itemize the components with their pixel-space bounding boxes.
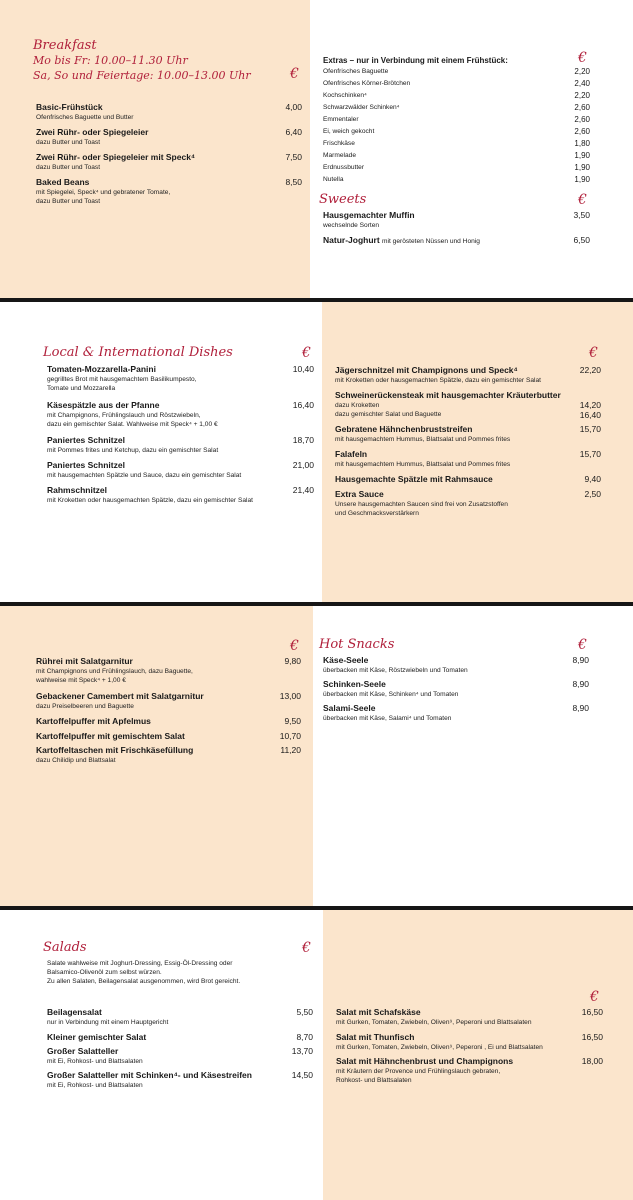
extras-item-price: 2,20 [574, 91, 590, 100]
local-dishes-title: Local & International Dishes [43, 345, 233, 360]
breakfast-hours-weekend: Sa, So und Feiertage: 10.00–13.00 Uhr [33, 69, 251, 82]
breakfast-currency-symbol: € [290, 66, 299, 82]
extras-item-price: 1,90 [574, 163, 590, 172]
menu-item-price: 10,70 [279, 731, 301, 741]
extras-item: Ei, weich gekocht [323, 128, 375, 135]
salads-title: Salads [43, 940, 87, 955]
salads-intro: Salate wahlweise mit Joghurt-Dressing, Essig-Öl-Dressing oder Balsamico-Olivenöl zum selbst würzen. Zu allen Salaten, Beilagensalat ausgenommen, wird Brot gereicht. [47, 960, 241, 985]
mains-currency-symbol: € [290, 638, 299, 654]
extras-item: Kochschinken⁴ [323, 92, 367, 99]
menu-item-price: 16,50 [581, 1032, 603, 1042]
menu-item: Käsespätzle aus der Pfanne mit Champignons, Frühlingslauch und Röstzwiebeln, dazu ein gemischter Salat. Wahlweise mit Speck⁴ + 1,00 € [47, 400, 218, 428]
menu-item: Rahmschnitzel mit Kroketten oder hausgemachten Spätzle, dazu ein gemischter Salat [47, 485, 253, 504]
menu-item: Baked Beans mit Spiegelei, Speck⁴ und gebratener Tomate, dazu Butter und Toast [36, 177, 171, 205]
local-right-currency-symbol: € [589, 345, 598, 361]
sweets-title: Sweets [319, 192, 367, 207]
extras-title: Extras – nur in Verbindung mit einem Frühstück: [323, 56, 508, 65]
extras-item: Marmelade [323, 152, 356, 159]
breakfast-title: Breakfast [33, 38, 97, 53]
menu-item: Hausgemachter Muffin wechselnde Sorten [323, 210, 415, 229]
menu-item: Rührei mit Salatgarnitur mit Champignons und Frühlingslauch, dazu Baguette, wahlweise mit Speck⁴ + 1,00 € [36, 656, 193, 684]
breakfast-hours-weekday: Mo bis Fr: 10.00–11.30 Uhr [33, 54, 188, 67]
extras-item: Emmentaler [323, 116, 359, 123]
menu-page-hot-snacks [0, 606, 633, 906]
menu-item-price: 22,20 [579, 365, 601, 375]
sweets-currency-symbol: € [578, 192, 587, 208]
salads-right-currency-symbol: € [590, 989, 599, 1005]
extras-item-price: 1,90 [574, 175, 590, 184]
local-currency-symbol: € [302, 345, 311, 361]
menu-page-local-dishes [0, 302, 633, 602]
extras-currency-symbol: € [578, 50, 587, 66]
extras-item: Ofenfrisches Körner-Brötchen [323, 80, 411, 87]
menu-item: Tomaten-Mozzarella-Panini gegrilltes Brot mit hausgemachtem Basilikumpesto, Tomate und Mozzarella [47, 364, 197, 392]
menu-page-breakfast [0, 0, 633, 298]
menu-item-price: 9,80 [284, 656, 301, 666]
menu-item: Paniertes Schnitzel mit Pommes frites und Ketchup, dazu ein gemischter Salat [47, 435, 219, 454]
menu-item-price: 13,00 [279, 691, 301, 701]
menu-item-price: 2,50 [584, 489, 601, 499]
menu-item-price: 13,70 [291, 1046, 313, 1056]
menu-item: Schinken-Seele überbacken mit Käse, Schinken⁴ und Tomaten [323, 679, 459, 698]
menu-item: Großer Salatteller mit Schinken⁴- und Käsestreifen mit Ei, Rohkost- und Blattsalaten [47, 1070, 252, 1089]
local-dishes-panel [0, 302, 322, 602]
menu-item-price: 16,50 [581, 1007, 603, 1017]
menu-item-price: 6,40 [285, 127, 302, 137]
menu-item: Zwei Rühr- oder Spiegeleier mit Speck⁴ dazu Butter und Toast [36, 152, 196, 171]
menu-item: Salat mit Hähnchenbrust und Champignons mit Kräutern der Provence und Frühlingslauch gebraten, Rohkost- und Blattsalaten [336, 1056, 514, 1084]
menu-item: Kartoffelpuffer mit gemischtem Salat [36, 731, 185, 741]
extras-item-price: 2,60 [574, 103, 590, 112]
menu-item-price: 16,40 [579, 410, 601, 420]
menu-item: Gebackener Camembert mit Salatgarnitur dazu Preiselbeeren und Baguette [36, 691, 204, 710]
menu-item: Natur-Joghurt mit gerösteten Nüssen und Honig [323, 235, 480, 245]
breakfast-panel [0, 0, 310, 298]
menu-item-price: 16,40 [292, 400, 314, 410]
salads-right-panel [323, 910, 633, 1200]
extras-panel [310, 0, 633, 298]
menu-item-price: 14,20 [579, 400, 601, 410]
menu-item: Beilagensalat nur in Verbindung mit einem Hauptgericht [47, 1007, 169, 1026]
local-dishes-right-panel [322, 302, 633, 602]
menu-item: Schweinerückensteak mit hausgemachter Kräuterbutter dazu Kroketten dazu gemischter Salat und Baguette [335, 390, 561, 418]
menu-item-price: 6,50 [573, 235, 590, 245]
menu-page-salads [0, 910, 633, 1200]
extras-item: Schwarzwälder Schinken⁴ [323, 104, 400, 111]
menu-item: Kartoffelpuffer mit Apfelmus [36, 716, 151, 726]
menu-item: Falafeln mit hausgemachtem Hummus, Blattsalat und Pommes frites [335, 449, 511, 468]
hot-snacks-currency-symbol: € [578, 637, 587, 653]
menu-item: Zwei Rühr- oder Spiegeleier dazu Butter und Toast [36, 127, 149, 146]
extras-item-price: 1,80 [574, 139, 590, 148]
extras-item-price: 2,40 [574, 79, 590, 88]
extras-item: Ofenfrisches Baguette [323, 68, 389, 75]
menu-item-price: 8,90 [572, 679, 589, 689]
menu-item: Salat mit Thunfisch mit Gurken, Tomaten, Zwiebeln, Oliven⁹, Peperoni , Ei und Blattsalaten [336, 1032, 543, 1051]
extras-item: Frischkäse [323, 140, 355, 147]
menu-item-price: 5,50 [296, 1007, 313, 1017]
menu-item: Hausgemachte Spätzle mit Rahmsauce [335, 474, 493, 484]
menu-item: Jägerschnitzel mit Champignons und Speck⁴ mit Kroketten oder hausgemachten Spätzle, dazu ein gemischter Salat [335, 365, 541, 384]
menu-item-price: 8,90 [572, 655, 589, 665]
hot-snacks-panel [313, 606, 633, 906]
menu-item-price: 21,40 [292, 485, 314, 495]
salads-currency-symbol: € [302, 940, 311, 956]
menu-item-price: 11,20 [280, 745, 301, 755]
menu-item-price: 14,50 [291, 1070, 313, 1080]
extras-item: Erdnussbutter [323, 164, 365, 171]
menu-item-price: 8,70 [296, 1032, 313, 1042]
menu-item: Salat mit Schafskäse mit Gurken, Tomaten, Zwiebeln, Oliven⁹, Peperoni und Blattsalaten [336, 1007, 532, 1026]
extras-item-price: 1,90 [574, 151, 590, 160]
menu-item: Kartoffeltaschen mit Frischkäsefüllung dazu Chilidip und Blattsalat [36, 745, 194, 764]
menu-item: Extra Sauce Unsere hausgemachten Saucen sind frei von Zusatzstoffen und Geschmacksverstärkern [335, 489, 508, 517]
menu-item: Großer Salatteller mit Ei, Rohkost- und Blattsalaten [47, 1046, 143, 1065]
menu-item: Käse-Seele überbacken mit Käse, Röstzwiebeln und Tomaten [323, 655, 468, 674]
extras-item: Nutella [323, 176, 344, 183]
menu-item-price: 10,40 [292, 364, 314, 374]
mains-panel [0, 606, 313, 906]
extras-item-price: 2,60 [574, 115, 590, 124]
menu-item-price: 18,00 [581, 1056, 603, 1066]
menu-item-price: 3,50 [573, 210, 590, 220]
menu-item: Gebratene Hähnchenbruststreifen mit hausgemachtem Hummus, Blattsalat und Pommes frites [335, 424, 511, 443]
menu-item-price: 7,50 [285, 152, 302, 162]
menu-item: Basic-Frühstück Ofenfrisches Baguette und Butter [36, 102, 134, 121]
hot-snacks-title: Hot Snacks [319, 637, 395, 652]
menu-item-price: 8,50 [285, 177, 302, 187]
menu-item-price: 21,00 [292, 460, 314, 470]
menu-item-price: 9,40 [584, 474, 601, 484]
menu-item: Salami-Seele überbacken mit Käse, Salami⁴ und Tomaten [323, 703, 452, 722]
menu-item-price: 4,00 [285, 102, 302, 112]
extras-item-price: 2,60 [574, 127, 590, 136]
menu-item-price: 18,70 [292, 435, 314, 445]
menu-item-price: 15,70 [579, 424, 601, 434]
menu-item-price: 15,70 [579, 449, 601, 459]
extras-item-price: 2,20 [574, 67, 590, 76]
menu-item-price: 9,50 [284, 716, 301, 726]
menu-item: Paniertes Schnitzel mit hausgemachten Spätzle und Sauce, dazu ein gemischter Salat [47, 460, 242, 479]
menu-item: Kleiner gemischter Salat [47, 1032, 147, 1042]
menu-item-price: 8,90 [572, 703, 589, 713]
salads-panel [0, 910, 323, 1200]
